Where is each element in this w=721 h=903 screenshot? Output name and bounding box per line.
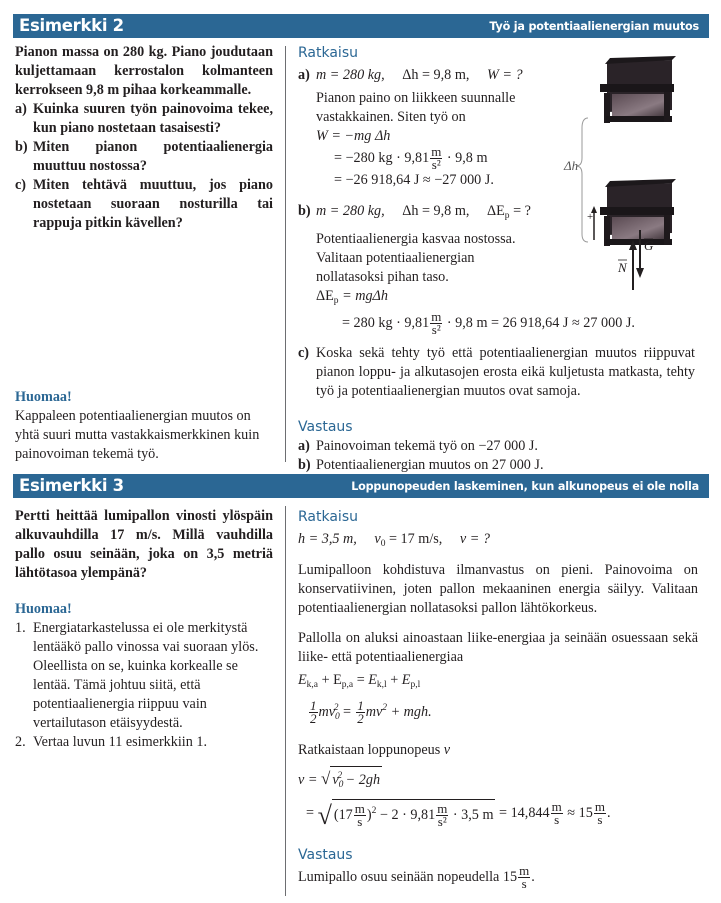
column-divider (285, 506, 286, 896)
explanation-line: nollatasoksi pihan taso. (316, 269, 449, 285)
question-item: b) Miten pianon potentiaalienergia muuttuu nostossa? (15, 139, 273, 174)
explanation: Pianon paino on liikkeen suunnalle vastakkainen. Siten työ on (316, 90, 516, 125)
explanation-line: Potentiaalienergia kasvaa nostossa. (316, 231, 516, 247)
solve-text: Ratkaistaan loppunopeus v (298, 742, 451, 758)
piano-top-icon (600, 56, 676, 123)
answer-item: a) Painovoiman tekemä työ on −27 000 J. (298, 438, 538, 454)
answer-text: Lumipallo osuu seinään nopeudella 15 $\frac{m}{s}$ . (298, 863, 535, 892)
answer-item: b) Potentiaalienergian muutos on 27 000 J. (298, 457, 544, 473)
example-3-question (15, 507, 273, 583)
given-values: m = 280 kg, Δh = 9,8 m, $\Delta E_p$ = ? (316, 203, 531, 221)
question-intro: Pianon massa on 280 kg. Piano joudutaan kuljettamaan kerrostalon kolmanteen kerrokseen 9,8 m pihaa korkeammalle. (15, 44, 273, 98)
example-2-question (15, 43, 273, 233)
question-item: a) Kuinka suuren työn painovoima tekee, kun piano nostetaan tasaisesti? (15, 101, 273, 136)
example-2-header-bar (13, 14, 709, 38)
solution-heading: Ratkaisu (298, 509, 358, 525)
explanation-line: Valitaan potentiaalienergian (316, 250, 475, 266)
example-2-subtitle: Työ ja potentiaalienergian muutos (489, 20, 699, 33)
solution-part-a: a) m = 280 kg, Δh = 9,8 m, W = ? Pianon paino on liikkeen suunnalle vastakkainen. Siten työ on W = −mg Δh = −280 kg · 9,81 $\frac{m}{\text{s²}}$ · 9,8 m = −26 918,64 J ≈ −27 000 J. (298, 66, 698, 190)
piano-bottom-icon (600, 179, 676, 246)
velocity-formula: v = √ $v_0^2 - 2gh$ (298, 766, 698, 795)
answer-heading: Vastaus (298, 847, 353, 864)
example-3-note (15, 600, 273, 752)
example-2-note (15, 388, 273, 464)
piano-diagram (560, 50, 710, 290)
energy-equation-expanded: $\frac{1}{2}$ $mv_0^2$ = $\frac{1}{2}$ $mv^2$ + mgh. (310, 698, 432, 727)
equation: = −280 kg · 9,81 $\frac{m}{\text{s²}}$ · 9,8 m (334, 144, 488, 172)
question-item: c) Miten tehtävä muuttuu, jos piano nostetaan suoraan nosturilla tai rappuja pitkin kävellen? (15, 177, 273, 231)
paragraph: Pallolla on aluksi ainoastaan liike-energiaa ja seinään osuessaan sekä liike- että potentiaalienergiaa (298, 630, 698, 665)
velocity-calculation: = √ (17 $\frac{m}{s}$ )$^2$ − 2 · 9,81 $\frac{m}{\text{s²}}$ · 3,5 m = 14,844 $\frac{m}{s}$ ≈ 15 $\frac{m}{s}$ . (306, 799, 611, 831)
energy-equation: $E_{k,a} + E_{p,a} = E_{k,l} + E_{p,l}$ (298, 672, 421, 690)
answer-heading: Vastaus (298, 419, 353, 435)
paragraph: Lumipalloon kohdistuva ilmanvastus on pieni. Painovoima on konservatiivinen, joten pallon mekaaninen energia säilyy. Valitaan potentiaalienergian nollatasoksi pallon lähtökorkeus. (298, 562, 698, 616)
gravity-force-label: G (644, 238, 654, 253)
explanation: Koska sekä tehty työ että potentiaalienergian muutos riippuvat pianon loppu- ja alkutasojen erosta eikä kuljetusta matkasta, tehty työ ja potentiaalienergian muutos ovat samoja. (316, 345, 695, 399)
solution-heading: Ratkaisu (298, 45, 358, 61)
equation: $\Delta E_p = mg\Delta h$ (316, 288, 388, 306)
solution-part-b: b) m = 280 kg, Δh = 9,8 m, $\Delta E_p$ = ? Potentiaalienergia kasvaa nostossa. Valitaan potentiaalienergian nollatasoksi pihan taso. $\Delta E_p = mg\Delta h$ = 280 kg · 9,81 $\frac{m}{\text{s²}}$ · 9,8 m = 26 918,64 J ≈ 27 000 J. (298, 202, 698, 336)
result-value: = 14,844 (499, 804, 550, 821)
example-2-title: Esimerkki 2 (19, 16, 124, 35)
note-item: 1. Energiatarkastelussa ei ole merkitystä lentääkö pallo vinossa vai suoraan ylös. Oleellista on se, kuinka korkealle se lentää. Tämä johtuu siitä, että potentiaalienergia riippuu vain vertailutason etäisyydestä. (15, 620, 259, 731)
delta-h-label: Δh (564, 158, 579, 173)
example-3-header-bar (13, 474, 709, 498)
note-list (15, 619, 273, 752)
example-3-solution (298, 508, 698, 890)
column-divider (285, 46, 286, 462)
example-3-subtitle: Loppunopeuden laskeminen, kun alkunopeus ei ole nolla (351, 480, 699, 493)
solution-part-c: c) Koska sekä tehty työ että potentiaalienergian muutos riippuvat pianon loppu- ja alkutasojen erosta eikä kuljetusta matkasta, tehty työ ja potentiaalienergian muutos ovat samoja. (298, 345, 695, 399)
note-text: Kappaleen potentiaalienergian muutos on yhtä suuri mutta vastakkaismerkkinen kuin painovoiman tekemä työ. (15, 408, 260, 462)
equation: = −26 918,64 J ≈ −27 000 J. (334, 172, 494, 188)
example-3-title: Esimerkki 3 (19, 476, 124, 495)
note-heading: Huomaa! (15, 389, 72, 405)
question-list (15, 100, 273, 233)
equation: W = −mg Δh (316, 128, 391, 144)
approx-value: ≈ 15 (567, 804, 593, 821)
question-text: Pertti heittää lumipallon vinosti ylöspäin alkuvauhdilla 17 m/s. Millä vauhdilla pallo osuu seinään, joka on 3,5 metriä lähtötasoa ylempänä? (15, 508, 273, 581)
normal-force-label: N (618, 260, 627, 275)
given-values: h = 3,5 m, $v_0 = 17$ m/s, v = ? (298, 531, 490, 549)
given-values: m = 280 kg, Δh = 9,8 m, W = ? (316, 67, 523, 83)
piano-figure (560, 50, 710, 290)
note-item: 2. Vertaa luvun 11 esimerkkiin 1. (15, 734, 208, 750)
equation: = 280 kg · 9,81 $\frac{m}{\text{s²}}$ · 9,8 m = 26 918,64 J ≈ 27 000 J. (342, 309, 635, 337)
note-heading: Huomaa! (15, 601, 72, 617)
plus-label: + (587, 211, 594, 223)
